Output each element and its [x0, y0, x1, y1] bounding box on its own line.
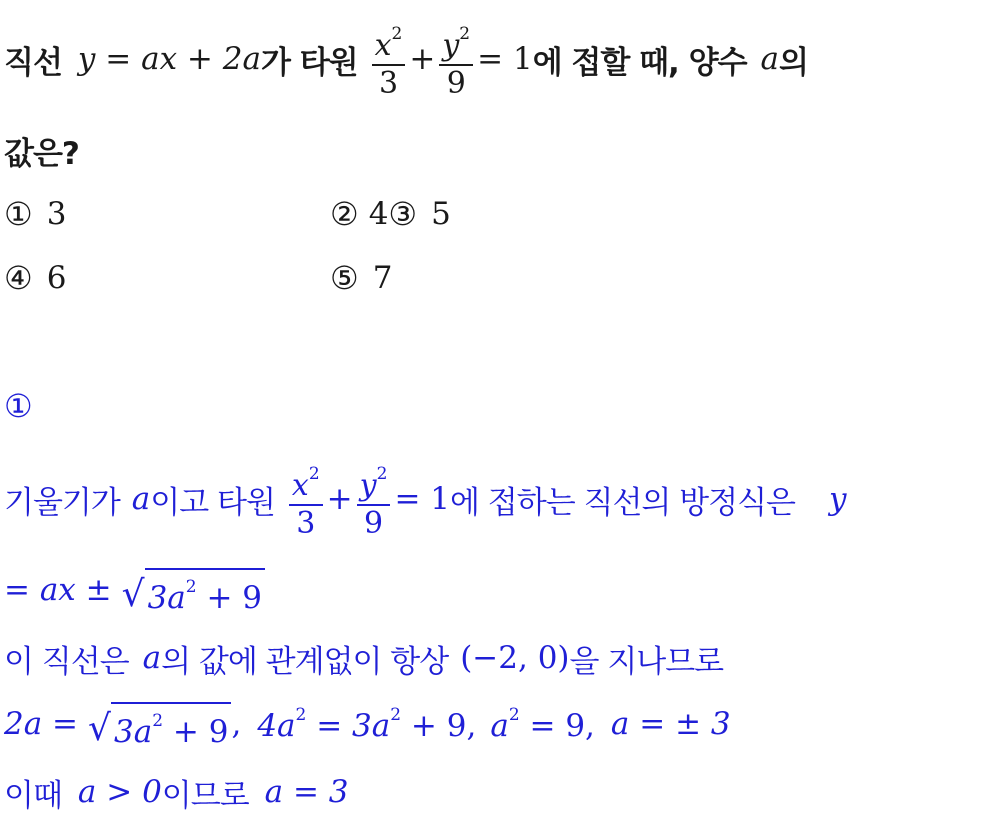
answer-mark: ①: [4, 387, 33, 425]
solution-line-1: 기울기가 a 이고 타원 $\frac{x^2}{3}$ + $\frac{y^2}{9}$ = 1 에 접하는 직선의 방정식은 y: [4, 455, 846, 543]
solution-line-4: 2a = √ $3a^2 + 9$ , $4a^2 = 3a^2 + 9$, $a^2 = 9$, a = ± 3: [4, 696, 731, 752]
question-line-1: [4, 15, 808, 103]
question-text: 값은?: [4, 135, 79, 172]
choices-row-1: [4, 192, 66, 236]
choice-4[interactable]: ④ 6: [4, 259, 67, 297]
fraction-y2-over-9: $\frac{y^2}{9}$: [357, 456, 391, 542]
choices-row-2b: [330, 256, 392, 300]
variable-a: a: [131, 481, 151, 517]
choice-3[interactable]: ③ 5: [388, 195, 451, 233]
solution-line-5: 이때 a > 0 이므로 a = 3: [4, 774, 349, 814]
final-answer: a = 3: [264, 774, 349, 810]
choices-row-1b: [330, 192, 451, 236]
plus-sign: +: [409, 41, 436, 77]
fraction-x2-over-3: $\frac{x^2}{3}$: [289, 456, 323, 542]
choices-row-2: [4, 256, 66, 300]
question-text: 의: [779, 44, 808, 81]
variable-a: a: [760, 41, 780, 77]
question-text: 에 접할 때, 양수: [532, 44, 747, 81]
fraction-y2-over-9: $\frac{y^2}{9}$: [439, 16, 473, 102]
fixed-point: (−2, 0): [460, 640, 570, 676]
fraction-x2-over-3: $\frac{x^2}{3}$: [372, 16, 406, 102]
solution-line-3: 이 직선은 a 의 값에 관계없이 항상 (−2, 0) 을 지나므로: [4, 640, 724, 680]
line-equation: y = ax + 2a: [77, 41, 261, 77]
choice-2[interactable]: ② 4: [330, 195, 389, 233]
equation-rhs: = 1: [477, 41, 533, 77]
plus-sign: +: [326, 481, 353, 517]
square-root: √ $3a^2 + 9$: [122, 568, 265, 613]
choice-1[interactable]: ① 3: [4, 195, 67, 233]
question-text: 가 타원: [260, 44, 358, 81]
solution-line-2: = ax ± √ $3a^2 + 9$: [4, 562, 265, 618]
question-text: 직선: [4, 44, 62, 81]
choice-5[interactable]: ⑤ 7: [330, 259, 393, 297]
square-root: √ $3a^2 + 9$: [88, 702, 231, 747]
variable-y: y: [828, 481, 847, 517]
question-line-2: [4, 128, 79, 172]
